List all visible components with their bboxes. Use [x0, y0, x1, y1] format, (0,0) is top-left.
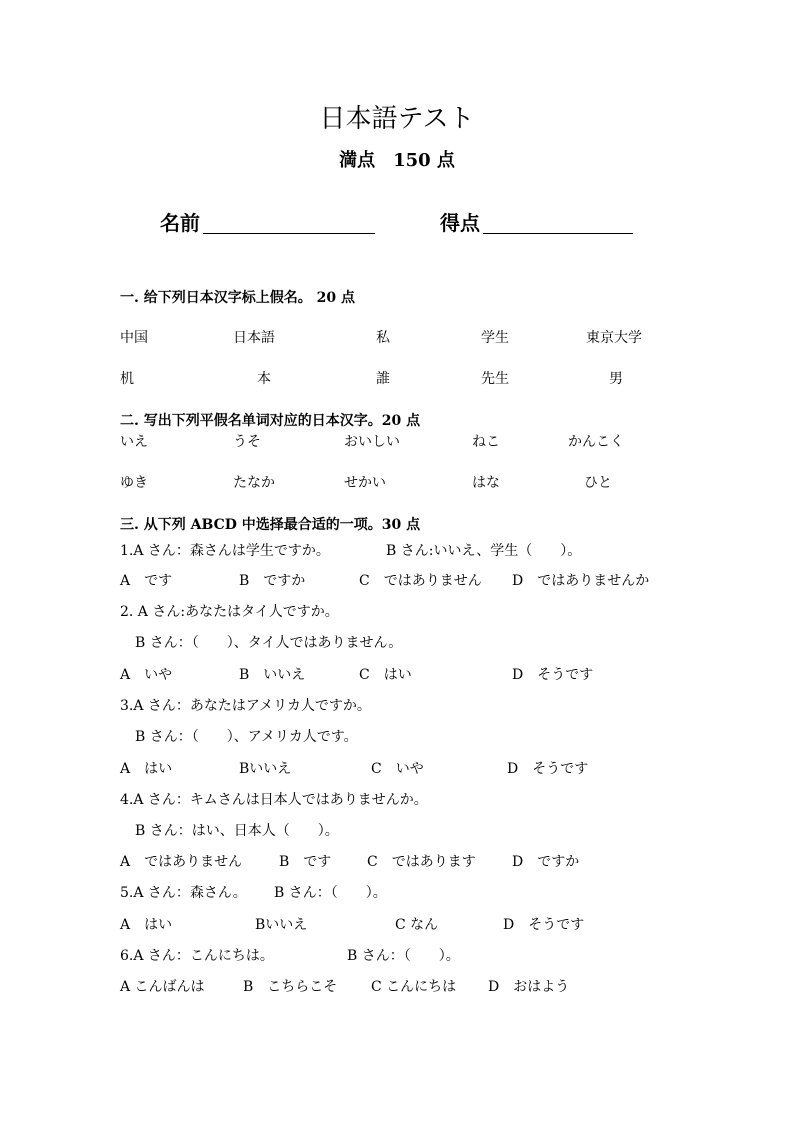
q3-option-c[interactable]: C いや	[371, 761, 424, 777]
name-blank[interactable]	[203, 207, 375, 234]
question-3-a: 3.A さん：あなたはアメリカ人ですか。	[120, 698, 371, 714]
q1-option-c[interactable]: C ではありません	[359, 573, 482, 589]
test-title: 日本語テスト	[319, 104, 475, 134]
kana-item: せかい	[344, 475, 386, 491]
q4-option-b[interactable]: B です	[279, 854, 332, 870]
q3-option-a[interactable]: A はい	[120, 761, 173, 777]
q1-option-d[interactable]: D ではありませんか	[512, 573, 650, 589]
question-5-a: 5.A さん：森さん。	[120, 885, 247, 901]
kanji-item: 誰	[376, 371, 390, 387]
q5-option-c[interactable]: C なん	[395, 917, 439, 933]
score-label: 得点	[440, 211, 480, 235]
q5-option-d[interactable]: D そうです	[503, 917, 585, 933]
kana-item: うそ	[233, 434, 261, 450]
question-6-a: 6.A さん：こんにちは。	[120, 948, 274, 964]
question-2-a: 2. A さん:あなたはタイ人ですか。	[120, 604, 339, 620]
kana-item: はな	[472, 475, 500, 491]
question-5-b: B さん：（ ）。	[274, 885, 387, 901]
kana-item: おいしい	[344, 434, 400, 450]
kana-item: ひと	[584, 475, 612, 491]
name-label: 名前	[160, 211, 200, 235]
question-1-a: 1.A さん：森さんは学生ですか。	[120, 543, 330, 559]
q4-option-d[interactable]: D ですか	[512, 854, 580, 870]
kanji-item: 机	[120, 371, 134, 387]
score-blank[interactable]	[483, 207, 633, 234]
section3-heading: 三. 从下列 ABCD 中选择最合适的一项。30 点	[120, 517, 421, 533]
question-6-b: B さん：（ ）。	[347, 948, 460, 964]
q6-option-b[interactable]: B こちらこそ	[243, 979, 338, 995]
q5-option-b[interactable]: Bいいえ	[255, 917, 308, 933]
q4-option-c[interactable]: C ではあります	[367, 854, 476, 870]
kana-item: いえ	[120, 434, 148, 450]
kana-item: かんこく	[568, 434, 624, 450]
kanji-item: 私	[376, 330, 390, 346]
kanji-item: 中国	[120, 330, 148, 346]
question-4-a: 4.A さん：キムさんは日本人ではありませんか。	[120, 792, 428, 808]
q6-option-d[interactable]: D おはよう	[488, 979, 570, 995]
kanji-item: 学生	[481, 330, 509, 346]
question-3-b: B さん：（ ）、アメリカ人です。	[135, 729, 358, 745]
kanji-item: 本	[257, 371, 271, 387]
kana-item: ねこ	[472, 434, 500, 450]
q2-option-a[interactable]: A いや	[120, 667, 173, 683]
full-score: 満点 150 点	[339, 150, 455, 171]
section1-heading: 一. 给下列日本汉字标上假名。 20 点	[120, 290, 355, 306]
q3-option-b[interactable]: Bいいえ	[239, 761, 292, 777]
q3-option-d[interactable]: D そうです	[507, 761, 589, 777]
question-2-b: B さん：（ ）、タイ人ではありません。	[135, 635, 403, 651]
q1-option-b[interactable]: B ですか	[239, 573, 306, 589]
section2-heading: 二. 写出下列平假名单词对应的日本汉字。20 点	[120, 413, 421, 429]
q4-option-a[interactable]: A ではありません	[120, 854, 243, 870]
q2-option-b[interactable]: B いいえ	[239, 667, 306, 683]
q5-option-a[interactable]: A はい	[120, 917, 173, 933]
kanji-item: 日本語	[233, 330, 275, 346]
q6-option-c[interactable]: C こんにちは	[371, 979, 457, 995]
q6-option-a[interactable]: A こんばんは	[120, 979, 205, 995]
q1-option-a[interactable]: A です	[120, 573, 173, 589]
q2-option-d[interactable]: D そうです	[512, 667, 594, 683]
question-4-b: B さん：はい、日本人（ ）。	[135, 823, 339, 839]
q2-option-c[interactable]: C はい	[359, 667, 412, 683]
kana-item: たなか	[233, 475, 275, 491]
question-1-b: B さん:いいえ、学生（ ）。	[386, 543, 582, 559]
kana-item: ゆき	[120, 475, 148, 491]
kanji-item: 東京大学	[586, 330, 642, 346]
kanji-item: 先生	[481, 371, 509, 387]
kanji-item: 男	[609, 371, 623, 387]
